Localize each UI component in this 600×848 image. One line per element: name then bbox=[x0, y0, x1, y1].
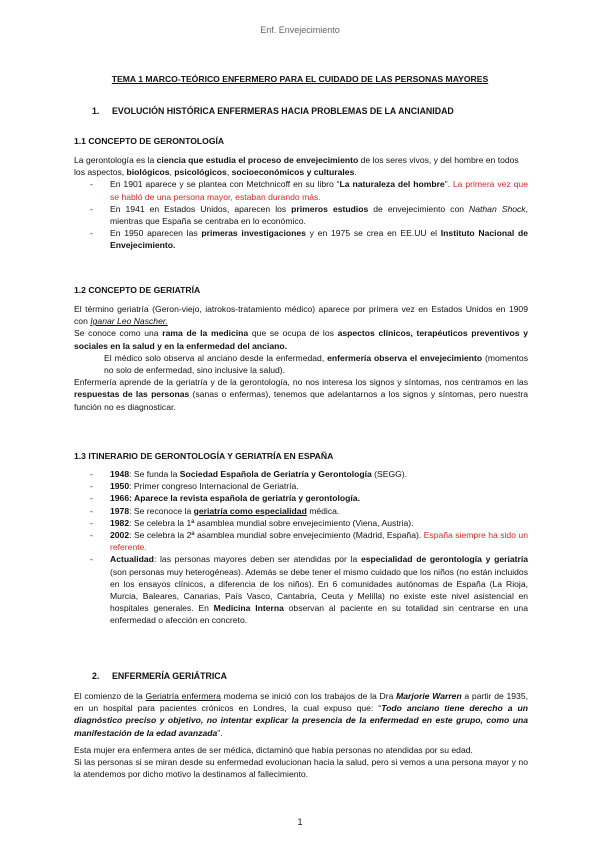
section-1-number: 1. bbox=[92, 106, 100, 116]
warren-note: Esta mujer era enfermera antes de ser médica, dictaminó que había personas no atendidas por su edad. bbox=[74, 744, 473, 755]
section-2-body bbox=[74, 690, 528, 780]
list-item: - 2002: Se celebra la 2ª asamblea mundial sobre envejecimiento (Madrid, España). España siempre ha sido un referente. bbox=[90, 530, 528, 553]
running-header: Enf. Envejecimiento bbox=[260, 25, 340, 35]
subsection-1-3-body bbox=[74, 468, 528, 627]
nursing-observation: El médico solo observa al anciano desde la enfermedad, enfermería observa el envejecimiento (momentos no solo de enfermedad, sino inclusive la salud). bbox=[104, 352, 528, 376]
list-item: - Actualidad: las personas mayores deben ser atendidas por la especialidad de gerontología y geriatría (son personas muy heterogéneas). Además se debe tener el mismo cuidado que los niños (no están incluidos en los ensayos clínicos, a diferencia de los niños). En 6 comunidades autónomas de España (La Rioja, Murcia, Baleares, Canarias, País Vasco, Cantabria, Ceuta y Melilla) no existe este nivel asistencial en hospitales generales. En Medicina Interna observan al paciente en su totalidad sin centrarse en una enfermedad o afección en concreto. bbox=[90, 554, 528, 626]
subsection-1-2-body bbox=[74, 303, 528, 413]
geriatrics-definition: Se conoce como una rama de la medicina que se ocupa de los aspectos clínicos, terapéuticos preventivos y sociales en la salud y en la enfermedad del anciano. bbox=[74, 328, 528, 351]
section-2-number: 2. bbox=[92, 671, 100, 681]
nursing-role: Enfermería aprende de la geriatría y de la gerontología, no nos interesa los signos y síntomas, nos centramos en las respuestas de las personas (sanas o enfermas), tenemos que adelantarnos a los signos y síntomas, pero nuestra función no es diagnosticar. bbox=[74, 377, 528, 412]
geriatrics-origin: El término geriatría (Geron-viejo, iatrokos-tratamiento médico) aparece por primera vez en Estados Unidos en 1909 con Iganar Leo Nascher. bbox=[74, 304, 528, 327]
subsection-1-1-body bbox=[74, 154, 528, 252]
warren-paragraph: El comienzo de la Geriatría enfermera moderna se inició con los trabajos de la Dra Marjorie Warren a partir de 1935, en un hospital para pacientes crónicos en Londres, la cual expuso que: “Todo anciano tiene derecho a un diagnóstico preciso y objetivo, no intentar explicar la presencia de la enfermedad en este grupo, como una manifestación de la edad avanzada”. bbox=[74, 691, 529, 738]
list-item: - En 1941 en Estados Unidos, aparecen los primeros estudios de envejecimiento con Nathan Shock, mientras que España se centraba en lo económico. bbox=[90, 203, 528, 227]
list-item: - En 1950 aparecen las primeras investigaciones y en 1975 se crea en EE.UU el Instituto Nacional de Envejecimiento. bbox=[90, 228, 528, 251]
document-title: TEMA 1 MARCO-TEÓRICO ENFERMERO PARA EL CUIDADO DE LAS PERSONAS MAYORES bbox=[111, 74, 489, 84]
list-item: - 1982: Se celebra la 1ª asamblea mundial sobre envejecimiento (Viena, Austria). bbox=[90, 517, 414, 528]
section-1-heading bbox=[74, 105, 528, 117]
page-number: 1 bbox=[297, 817, 303, 827]
list-item: - 1978: Se reconoce la geriatría como especialidad médica. bbox=[90, 505, 340, 516]
subsection-1-1-heading: 1.1 CONCEPTO DE GERONTOLOGÍA bbox=[74, 136, 225, 146]
gerontology-history-list bbox=[74, 178, 528, 251]
section-2-heading bbox=[74, 670, 528, 682]
list-item: - En 1901 aparece y se plantea con Metchnicoff en su libro “La naturaleza del hombre”. La primera vez que se habló de una persona mayor, estaban durando más. bbox=[90, 179, 528, 202]
section-2-title: ENFERMERÍA GERIÁTRICA bbox=[112, 671, 228, 681]
subsection-1-3-heading: 1.3 ITINERARIO DE GERONTOLOGÍA Y GERIATRÍA EN ESPAÑA bbox=[74, 451, 334, 461]
closing-paragraph: Si las personas si se miran desde su enfermedad evolucionan hacia la salud, pero si vemos a una persona mayor y no la atendemos por dicho motivo la destinamos al fallecimiento. bbox=[74, 757, 528, 780]
list-item: - 1948: Se funda la Sociedad Española de Geriatría y Gerontología (SEGG). bbox=[90, 469, 408, 479]
section-1-title: EVOLUCIÓN HISTÓRICA ENFERMERAS HACIA PROBLEMAS DE LA ANCIANIDAD bbox=[112, 106, 454, 116]
gerontology-definition: La gerontología es la ciencia que estudia el proceso de envejecimiento de los seres vivos, y del hombre en todos los aspectos, biológicos, psicológicos, socioeconómicos y culturales. bbox=[74, 155, 519, 178]
list-item: - 1950: Primer congreso Internacional de Geriatría. bbox=[90, 481, 299, 492]
subsection-1-2-heading: 1.2 CONCEPTO DE GERIATRÍA bbox=[74, 285, 201, 295]
list-item: - 1966: Aparece la revista española de geriatría y gerontología. bbox=[90, 493, 360, 504]
timeline-list bbox=[74, 468, 528, 627]
